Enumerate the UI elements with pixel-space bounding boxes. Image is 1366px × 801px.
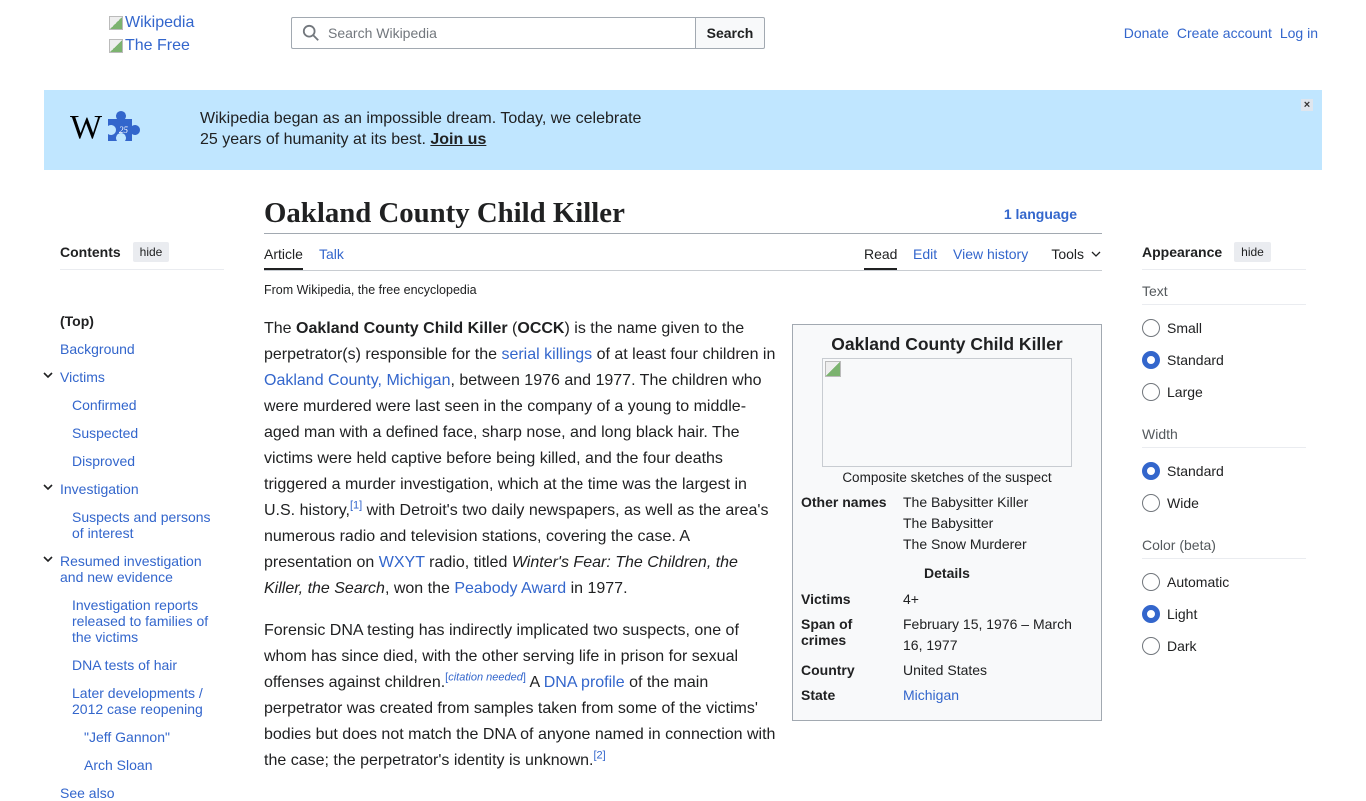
donate-link[interactable]: Donate: [1123, 25, 1169, 41]
infobox-image[interactable]: [822, 358, 1072, 467]
toc-item-investigation-reports[interactable]: Investigation reports released to families of the victims: [72, 597, 209, 645]
chevron-down-icon[interactable]: [42, 481, 54, 493]
language-button[interactable]: 1 language: [1003, 206, 1077, 222]
search-form: [291, 17, 765, 49]
article-body: [264, 316, 779, 790]
option-label: Standard: [1167, 463, 1224, 479]
color-light-option[interactable]: [1142, 605, 1197, 623]
search-button[interactable]: Search: [695, 17, 765, 49]
option-label: Large: [1167, 384, 1203, 400]
toc-item-label: Victims: [60, 369, 105, 385]
width-wide-option[interactable]: [1142, 494, 1199, 512]
radio-button-selected[interactable]: [1142, 605, 1160, 623]
citation-needed[interactable]: [citation needed]: [445, 671, 526, 684]
text-large-option[interactable]: [1142, 383, 1203, 401]
page-tabs: [264, 240, 1102, 271]
dna-profile-link[interactable]: DNA profile: [543, 674, 625, 691]
country-label: Country: [801, 662, 855, 678]
other-names-value: [903, 492, 1093, 555]
tools-label: Tools: [1051, 246, 1084, 262]
log-in-link[interactable]: Log in: [1279, 25, 1318, 41]
radio-button[interactable]: [1142, 494, 1160, 512]
infobox: [792, 324, 1102, 721]
search-placeholder: Search Wikipedia: [328, 25, 437, 41]
logo-tagline-alt-text: The Free: [125, 37, 190, 54]
option-label: Dark: [1167, 638, 1197, 654]
page-header: [264, 196, 1102, 234]
toc-item-victims[interactable]: [60, 369, 105, 385]
other-names-label: Other names: [801, 494, 887, 510]
text-standard-option[interactable]: [1142, 351, 1224, 369]
infobox-caption: Composite sketches of the suspect: [842, 470, 1052, 485]
user-links: [1124, 25, 1318, 41]
intro-paragraph: The Oakland County Child Killer (OCCK) is the name given to the perpetrator(s) responsible for the serial killings of at least four children in Oakland County, Michigan, between 1976 and 1977. The children who were murdered were last seen in the company of a young to middle-aged man with a defined face, sharp nose, and long black hair. The victims were held captive before being killed, and the four deaths triggered a murder investigation, which at the time was the largest in U.S. history,[1] with Detroit's two daily newspapers, as well as the area's numerous radio and television stations, covering the case. A presentation on WXYT radio, titled Winter's Fear: The Children, the Killer, the Search, won the Peabody Award in 1977.: [264, 320, 776, 597]
toc-item-confirmed[interactable]: Confirmed: [72, 397, 137, 413]
banner-message: [200, 108, 641, 150]
svg-text:25: 25: [119, 125, 129, 135]
toc-item-top[interactable]: (Top): [60, 313, 94, 329]
other-name: The Babysitter: [903, 515, 994, 531]
wikipedia-logo[interactable]: [109, 13, 219, 53]
text-small-option[interactable]: [1142, 319, 1202, 337]
color-automatic-option[interactable]: [1142, 573, 1229, 591]
toc-item-dna-tests[interactable]: DNA tests of hair: [72, 657, 178, 673]
option-label: Standard: [1167, 352, 1224, 368]
oakland-county-link[interactable]: Oakland County, Michigan: [264, 372, 451, 389]
text-size-label: Text: [1142, 283, 1306, 305]
toc-item-disproved[interactable]: Disproved: [72, 453, 136, 469]
infobox-title: Oakland County Child Killer: [831, 334, 1063, 354]
page-title: Oakland County Child Killer: [264, 197, 625, 229]
peabody-award-link[interactable]: Peabody Award: [454, 580, 567, 597]
country-value: United States: [903, 662, 988, 678]
tab-talk[interactable]: Talk: [319, 246, 344, 262]
appearance-panel: [1142, 240, 1306, 654]
toc-item-see-also[interactable]: See also: [60, 785, 115, 801]
span-value: February 15, 1976 – March 16, 1977: [903, 616, 1072, 653]
toc-item-investigation[interactable]: [60, 481, 139, 497]
site-tagline: From Wikipedia, the free encyclopedia: [264, 283, 477, 297]
state-label: State: [801, 687, 836, 703]
toc-hide-button[interactable]: hide: [133, 242, 170, 262]
chevron-down-icon[interactable]: [42, 369, 54, 381]
tab-edit[interactable]: Edit: [913, 246, 938, 262]
option-label: Light: [1167, 606, 1198, 622]
toc-item-suspects[interactable]: Suspects and persons of interest: [72, 509, 211, 541]
close-icon[interactable]: ×: [1301, 99, 1313, 111]
option-label: Wide: [1167, 495, 1199, 511]
option-label: Automatic: [1167, 574, 1230, 590]
radio-button-selected[interactable]: [1142, 462, 1160, 480]
reference-1[interactable]: [1]: [349, 499, 363, 512]
toc-item-later-developments[interactable]: Later developments / 2012 case reopening: [72, 685, 203, 717]
tools-menu[interactable]: [1051, 246, 1102, 262]
wikipedia-25-logo: [70, 108, 140, 148]
victims-value: 4+: [903, 591, 919, 607]
option-label: Small: [1167, 320, 1203, 336]
tab-view-history[interactable]: View history: [953, 246, 1029, 262]
appearance-title: Appearance: [1142, 243, 1223, 260]
toc-item-resumed-investigation[interactable]: [60, 553, 212, 585]
logo-w: W: [70, 109, 103, 146]
tab-read[interactable]: Read: [864, 246, 898, 262]
join-us-link[interactable]: Join us: [430, 131, 487, 148]
logo-alt-text: Wikipedia: [125, 14, 195, 31]
other-name: The Snow Murderer: [903, 536, 1027, 552]
toc-title: Contents: [60, 243, 121, 260]
toc-item-label: Resumed investigation and new evidence: [60, 553, 202, 585]
serial-killings-link[interactable]: serial killings: [501, 346, 593, 363]
create-account-link[interactable]: Create account: [1176, 25, 1272, 41]
details-header: Details: [924, 565, 970, 581]
width-standard-option[interactable]: [1142, 462, 1224, 480]
reference-2[interactable]: [2]: [593, 749, 606, 762]
span-label: Span of crimes: [801, 616, 853, 648]
radio-button-selected[interactable]: [1142, 351, 1160, 369]
radio-button[interactable]: [1142, 637, 1160, 655]
width-label: Width: [1142, 426, 1306, 448]
toc-item-jeff-gannon[interactable]: "Jeff Gannon": [84, 729, 170, 745]
toc-item-arch-sloan[interactable]: Arch Sloan: [84, 757, 153, 773]
table-of-contents: [60, 240, 224, 801]
banner-line-1: Wikipedia began as an impossible dream. Today, we celebrate: [200, 110, 642, 127]
puzzle-piece-icon: [104, 111, 140, 147]
anniversary-banner: [44, 90, 1322, 170]
site-header: [0, 0, 1366, 70]
search-icon: [302, 24, 320, 42]
toc-item-label: Investigation: [60, 481, 139, 497]
wxyt-link[interactable]: WXYT: [378, 554, 425, 571]
state-link[interactable]: Michigan: [903, 687, 960, 703]
victims-label: Victims: [801, 591, 851, 607]
tab-article[interactable]: Article: [264, 246, 303, 262]
color-dark-option[interactable]: [1142, 637, 1197, 655]
banner-line-2: 25 years of humanity at its best.: [200, 131, 426, 148]
toc-item-background[interactable]: Background: [60, 341, 135, 357]
radio-button[interactable]: [1142, 383, 1160, 401]
color-label: Color (beta): [1142, 537, 1306, 559]
radio-button[interactable]: [1142, 319, 1160, 337]
broken-image-icon: [825, 361, 841, 377]
chevron-down-icon[interactable]: [42, 553, 54, 565]
chevron-down-icon: [1090, 248, 1102, 260]
broken-image-icon: [109, 16, 123, 30]
appearance-hide-button[interactable]: hide: [1234, 242, 1271, 262]
other-name: The Babysitter Killer: [903, 494, 1029, 510]
dna-paragraph: Forensic DNA testing has indirectly implicated two suspects, one of whom has since died, with the other serving life in prison for sexual offenses against children.[citation needed] A DNA profile of the main perpetrator was created from samples taken from some of the victims' bodies but does not match the DNA of anyone named in connection with the case; the perpetrator's identity is unknown.[2]: [264, 622, 776, 769]
search-input[interactable]: [291, 17, 695, 49]
toc-item-suspected[interactable]: Suspected: [72, 425, 139, 441]
radio-button[interactable]: [1142, 573, 1160, 591]
broken-image-icon: [109, 39, 123, 53]
